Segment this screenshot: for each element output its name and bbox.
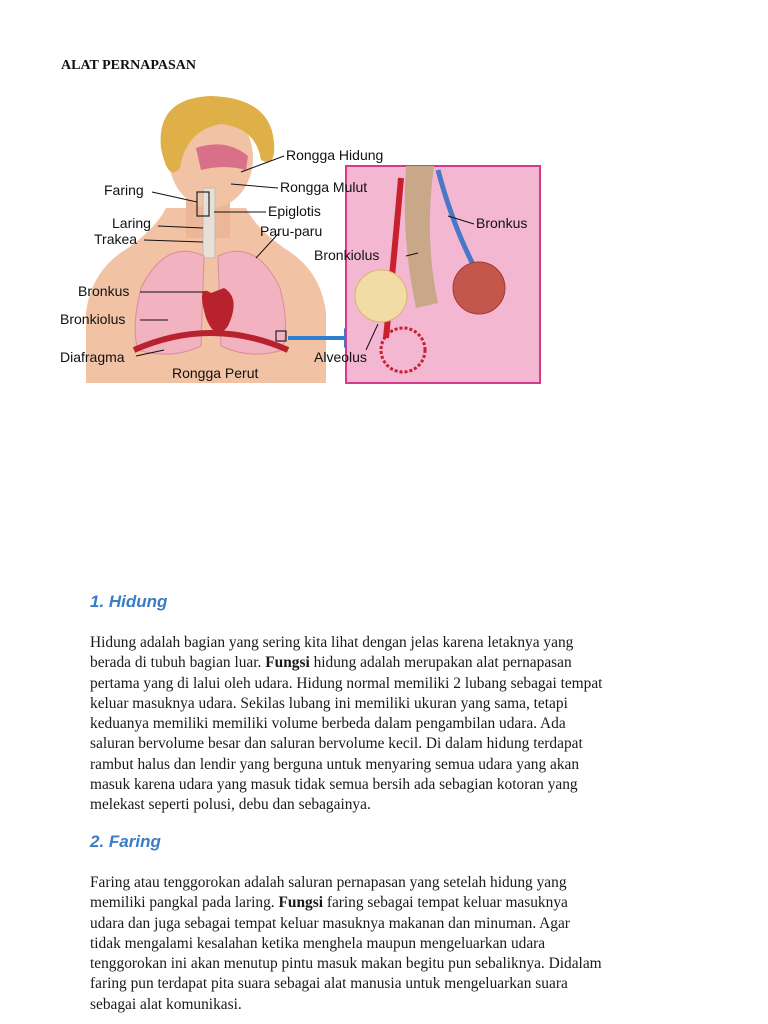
text-run: tenggorokan ini akan menutup pintu masuk makan begitu pun sebaliknya. Didalam xyxy=(90,955,602,973)
label-rongga-mulut: Rongga Mulut xyxy=(280,179,368,195)
text-run: faring sebagai tempat keluar masuknya xyxy=(322,894,568,912)
label-rongga-hidung: Rongga Hidung xyxy=(286,147,384,163)
text-run: saluran bervolume besar dan saluran bervolume kecil. Di dalam hidung terdapat xyxy=(90,735,583,753)
label-bronkus: Bronkus xyxy=(78,283,130,299)
paragraph-line xyxy=(90,633,690,653)
label-trakea: Trakea xyxy=(94,231,138,247)
text-run: faring pun terdapat pita suara sebagai alat manusia untuk mengeluarkan suara xyxy=(90,975,568,993)
section-heading-hidung: 1. Hidung xyxy=(90,592,168,611)
text-run: keduanya memiliki memiliki volume berbeda dalam pengambilan udara. Ada xyxy=(90,715,566,733)
paragraph-line xyxy=(90,934,690,954)
text-run: pertama yang di lalui oleh udara. Hidung normal memiliki 2 lubang sebagai tempat xyxy=(90,674,603,692)
text-run: udara dan juga sebagai tempat keluar masuknya makanan dan minuman. Agar xyxy=(90,914,570,932)
paragraph-line xyxy=(90,795,690,815)
inset-alveolus-cluster-1 xyxy=(355,270,407,322)
label-epiglotis: Epiglotis xyxy=(268,203,321,219)
page-title: ALAT PERNAPASAN xyxy=(61,58,196,73)
bold-term: Fungsi xyxy=(265,654,310,672)
paragraph-line xyxy=(90,694,690,714)
paragraph-line xyxy=(90,653,690,673)
label-faring: Faring xyxy=(104,182,144,198)
paragraph-line xyxy=(90,954,690,974)
paragraph-line xyxy=(90,974,690,994)
paragraph-line xyxy=(90,775,690,795)
paragraph-line xyxy=(90,674,690,694)
text-run: masuk karena udara yang masuk tidak semua bersih ada sebagian kotoran yang xyxy=(90,776,578,794)
text-run: sebagai alat komunikasi. xyxy=(90,995,242,1013)
text-run: rambut halus dan lendir yang berguna untuk menyaring semua udara yang akan xyxy=(90,755,580,773)
text-run: hidung adalah merupakan alat pernapasan xyxy=(309,654,572,672)
label-paru-paru: Paru-paru xyxy=(260,223,323,239)
label-laring: Laring xyxy=(112,215,151,231)
section-heading-faring: 2. Faring xyxy=(90,832,161,851)
paragraph-line xyxy=(90,734,690,754)
text-run: keluar masuknya udara. Sekilas lubang ini memiliki ukuran yang sama, tetapi xyxy=(90,694,568,712)
label-diafragma: Diafragma xyxy=(60,349,125,365)
paragraph-line xyxy=(90,873,690,893)
bold-term: Fungsi xyxy=(278,894,323,912)
paragraph-line xyxy=(90,995,690,1015)
text-run: memiliki pangkal pada laring. xyxy=(90,894,279,912)
paragraph-line xyxy=(90,755,690,775)
label-bronkiolus: Bronkiolus xyxy=(60,311,126,327)
text-run: melekast seperti polusi, debu dan sebagainya. xyxy=(90,796,371,814)
label-alveolus: Alveolus xyxy=(314,349,367,365)
paragraph-line xyxy=(90,893,690,913)
text-run: Hidung adalah bagian yang sering kita lihat dengan jelas karena letaknya yang xyxy=(90,634,574,651)
respiratory-diagram xyxy=(56,88,546,388)
paragraph-line xyxy=(90,714,690,734)
label-rongga-perut: Rongga Perut xyxy=(172,365,259,381)
paragraph-line xyxy=(90,914,690,934)
label-bronkus-inset: Bronkus xyxy=(476,215,528,231)
inset-alveolus-cluster-2 xyxy=(453,262,505,314)
text-run: tidak mengalami kesalahan ketika menghela maupun mengeluarkan udara xyxy=(90,934,546,952)
text-run: berada di tubuh bagian luar. xyxy=(90,654,266,672)
paragraph-hidung xyxy=(90,633,690,816)
respiratory-system-figure xyxy=(56,88,546,388)
text-run: Faring atau tenggorokan adalah saluran pernapasan yang setelah hidung yang xyxy=(90,874,567,891)
label-bronkiolus-inset: Bronkiolus xyxy=(314,247,380,263)
paragraph-faring xyxy=(90,873,690,1015)
